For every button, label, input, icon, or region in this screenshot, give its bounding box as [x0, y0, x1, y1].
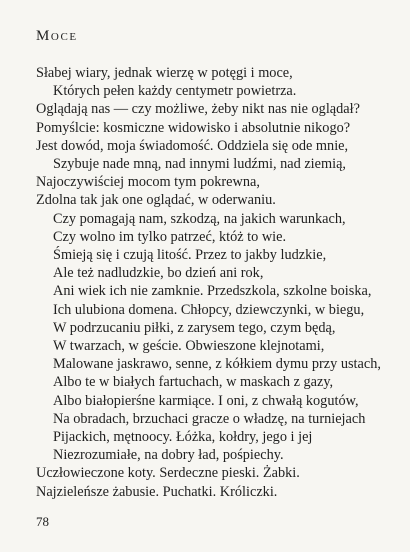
poem-line: Czy wolno im tylko patrzeć, któż to wie.	[53, 228, 287, 245]
poem-body	[36, 64, 396, 501]
poem-line: Szybuje nade mną, nad innymi ludźmi, nad ziemią,	[53, 156, 347, 173]
poem-line: Najoczywiściej mocom tym pokrewna,	[36, 174, 260, 191]
poem-line: Pijackich, mętnoocy. Łóżka, kołdry, jego i jej	[53, 429, 313, 446]
poem-title: Moce	[36, 28, 78, 44]
page-number: 78	[36, 514, 49, 529]
poem-line: Najzieleńsze żabusie. Puchatki. Króliczki.	[36, 483, 278, 500]
poem-line: Czy pomagają nam, szkodzą, na jakich warunkach,	[53, 210, 346, 227]
poem-line: Na obradach, brzuchaci gracze o władzę, na turniejach	[53, 410, 366, 427]
poem-line: Albo te w białych fartuchach, w maskach z gazy,	[53, 374, 334, 391]
poem-line: Ich ulubiona domena. Chłopcy, dziewczynki, w biegu,	[53, 301, 365, 318]
poem-line: W podrzucaniu piłki, z zarysem tego, czym będą,	[53, 319, 336, 336]
poem-line: Ani wiek ich nie zamknie. Przedszkola, szkolne boiska,	[53, 283, 372, 300]
poem-line: Niezrozumiałe, na dobry ład, pośpiechy.	[53, 447, 284, 464]
poem-line: Malowane jaskrawo, senne, z kółkiem dymu przy ustach,	[53, 356, 381, 373]
poem-line: Albo białopierśne karmiące. I oni, z chwałą kogutów,	[53, 392, 359, 409]
poem-line: Jest dowód, moja świadomość. Oddziela się ode mnie,	[36, 137, 349, 154]
poem-line: Uczłowieczone koty. Serdeczne pieski. Żabki.	[36, 465, 300, 482]
poem-line: Zdolna tak jak one oglądać, w oderwaniu.	[36, 192, 276, 209]
poem-line: Oglądają nas — czy możliwe, żeby nikt nas nie oglądał?	[36, 101, 360, 118]
poem-line: Śmieją się i czują litość. Przez to jakby ludzkie,	[53, 247, 327, 264]
poem-line: Ale też nadludzkie, bo dzień ani rok,	[53, 265, 264, 282]
poem-line: W twarzach, w geście. Obwieszone klejnotami,	[53, 338, 325, 355]
poem-line: Których pełen każdy centymetr powietrza.	[53, 83, 297, 100]
poem-line: Pomyślcie: kosmiczne widowisko i absolutnie nikogo?	[36, 119, 351, 136]
poem-line: Słabej wiary, jednak wierzę w potęgi i moce,	[36, 65, 293, 81]
